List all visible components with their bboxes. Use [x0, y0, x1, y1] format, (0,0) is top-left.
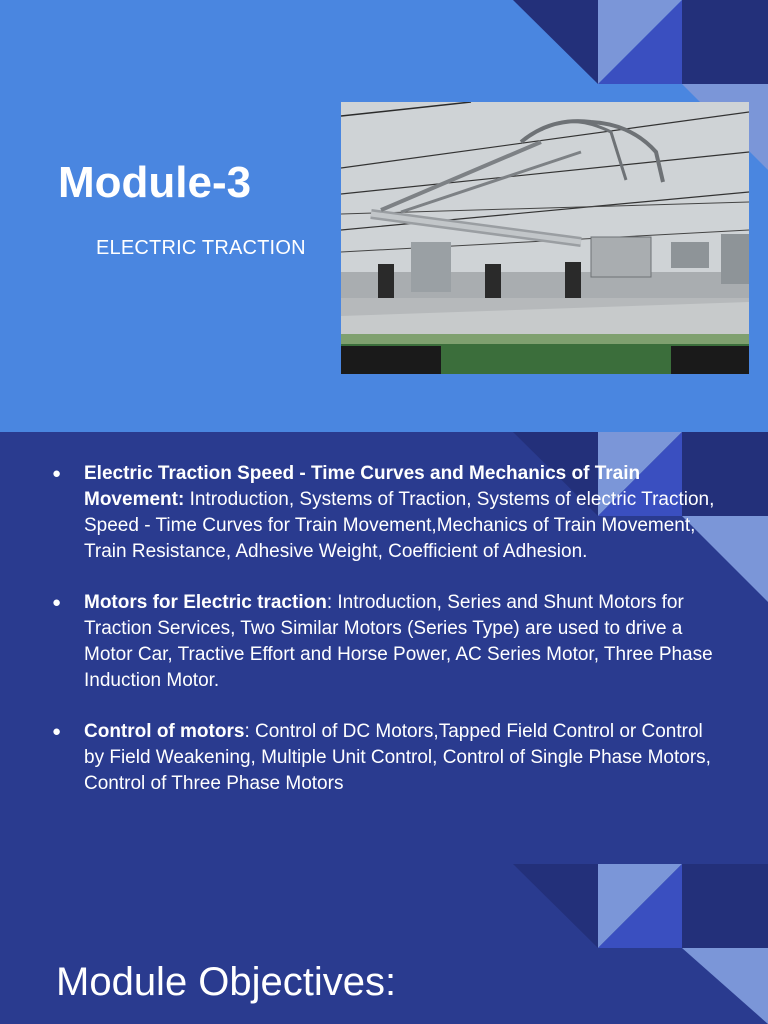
bullet-icon: ● [52, 723, 62, 740]
list-item [52, 719, 720, 797]
list-item [52, 461, 720, 565]
topic-list [52, 461, 720, 822]
slide-subtitle: ELECTRIC TRACTION [96, 237, 306, 259]
slide-title-text: Module-3 [58, 158, 252, 207]
slide-content [0, 432, 768, 864]
list-item-heading: Motors for Electric traction [84, 592, 327, 613]
list-item [52, 590, 720, 694]
list-item-text: : Control of DC Motors,Tapped Field Control or Control by Field Weakening, Multiple Unit Control, Control of Single Phase Motors, Control of Three Phase Motors [84, 721, 711, 794]
list-item-text: : Introduction, Series and Shunt Motors for Traction Services, Two Similar Motors (Series Type) are used to drive a Motor Car, Tractive Effort and Horse Power, AC Series Motor, Three Phase Induction Motor. [84, 592, 713, 691]
list-item-heading: Electric Traction Speed - Time Curves and Mechanics of Train Movement: [84, 463, 641, 510]
slide-objectives [0, 864, 768, 1024]
list-item-text: Introduction, Systems of Traction, Systems of electric Traction, Speed - Time Curves for Train Movement,Mechanics of Train Movement, Train Resistance, Adhesive Weight, Coefficient of Adhesion. [84, 489, 715, 562]
bullet-icon: ● [52, 465, 62, 482]
bullet-icon: ● [52, 594, 62, 611]
train-pantograph-photo [341, 102, 749, 374]
list-item-heading: Control of motors [84, 721, 245, 742]
slide-title [0, 0, 768, 432]
objectives-title: Module Objectives: [56, 960, 397, 1004]
